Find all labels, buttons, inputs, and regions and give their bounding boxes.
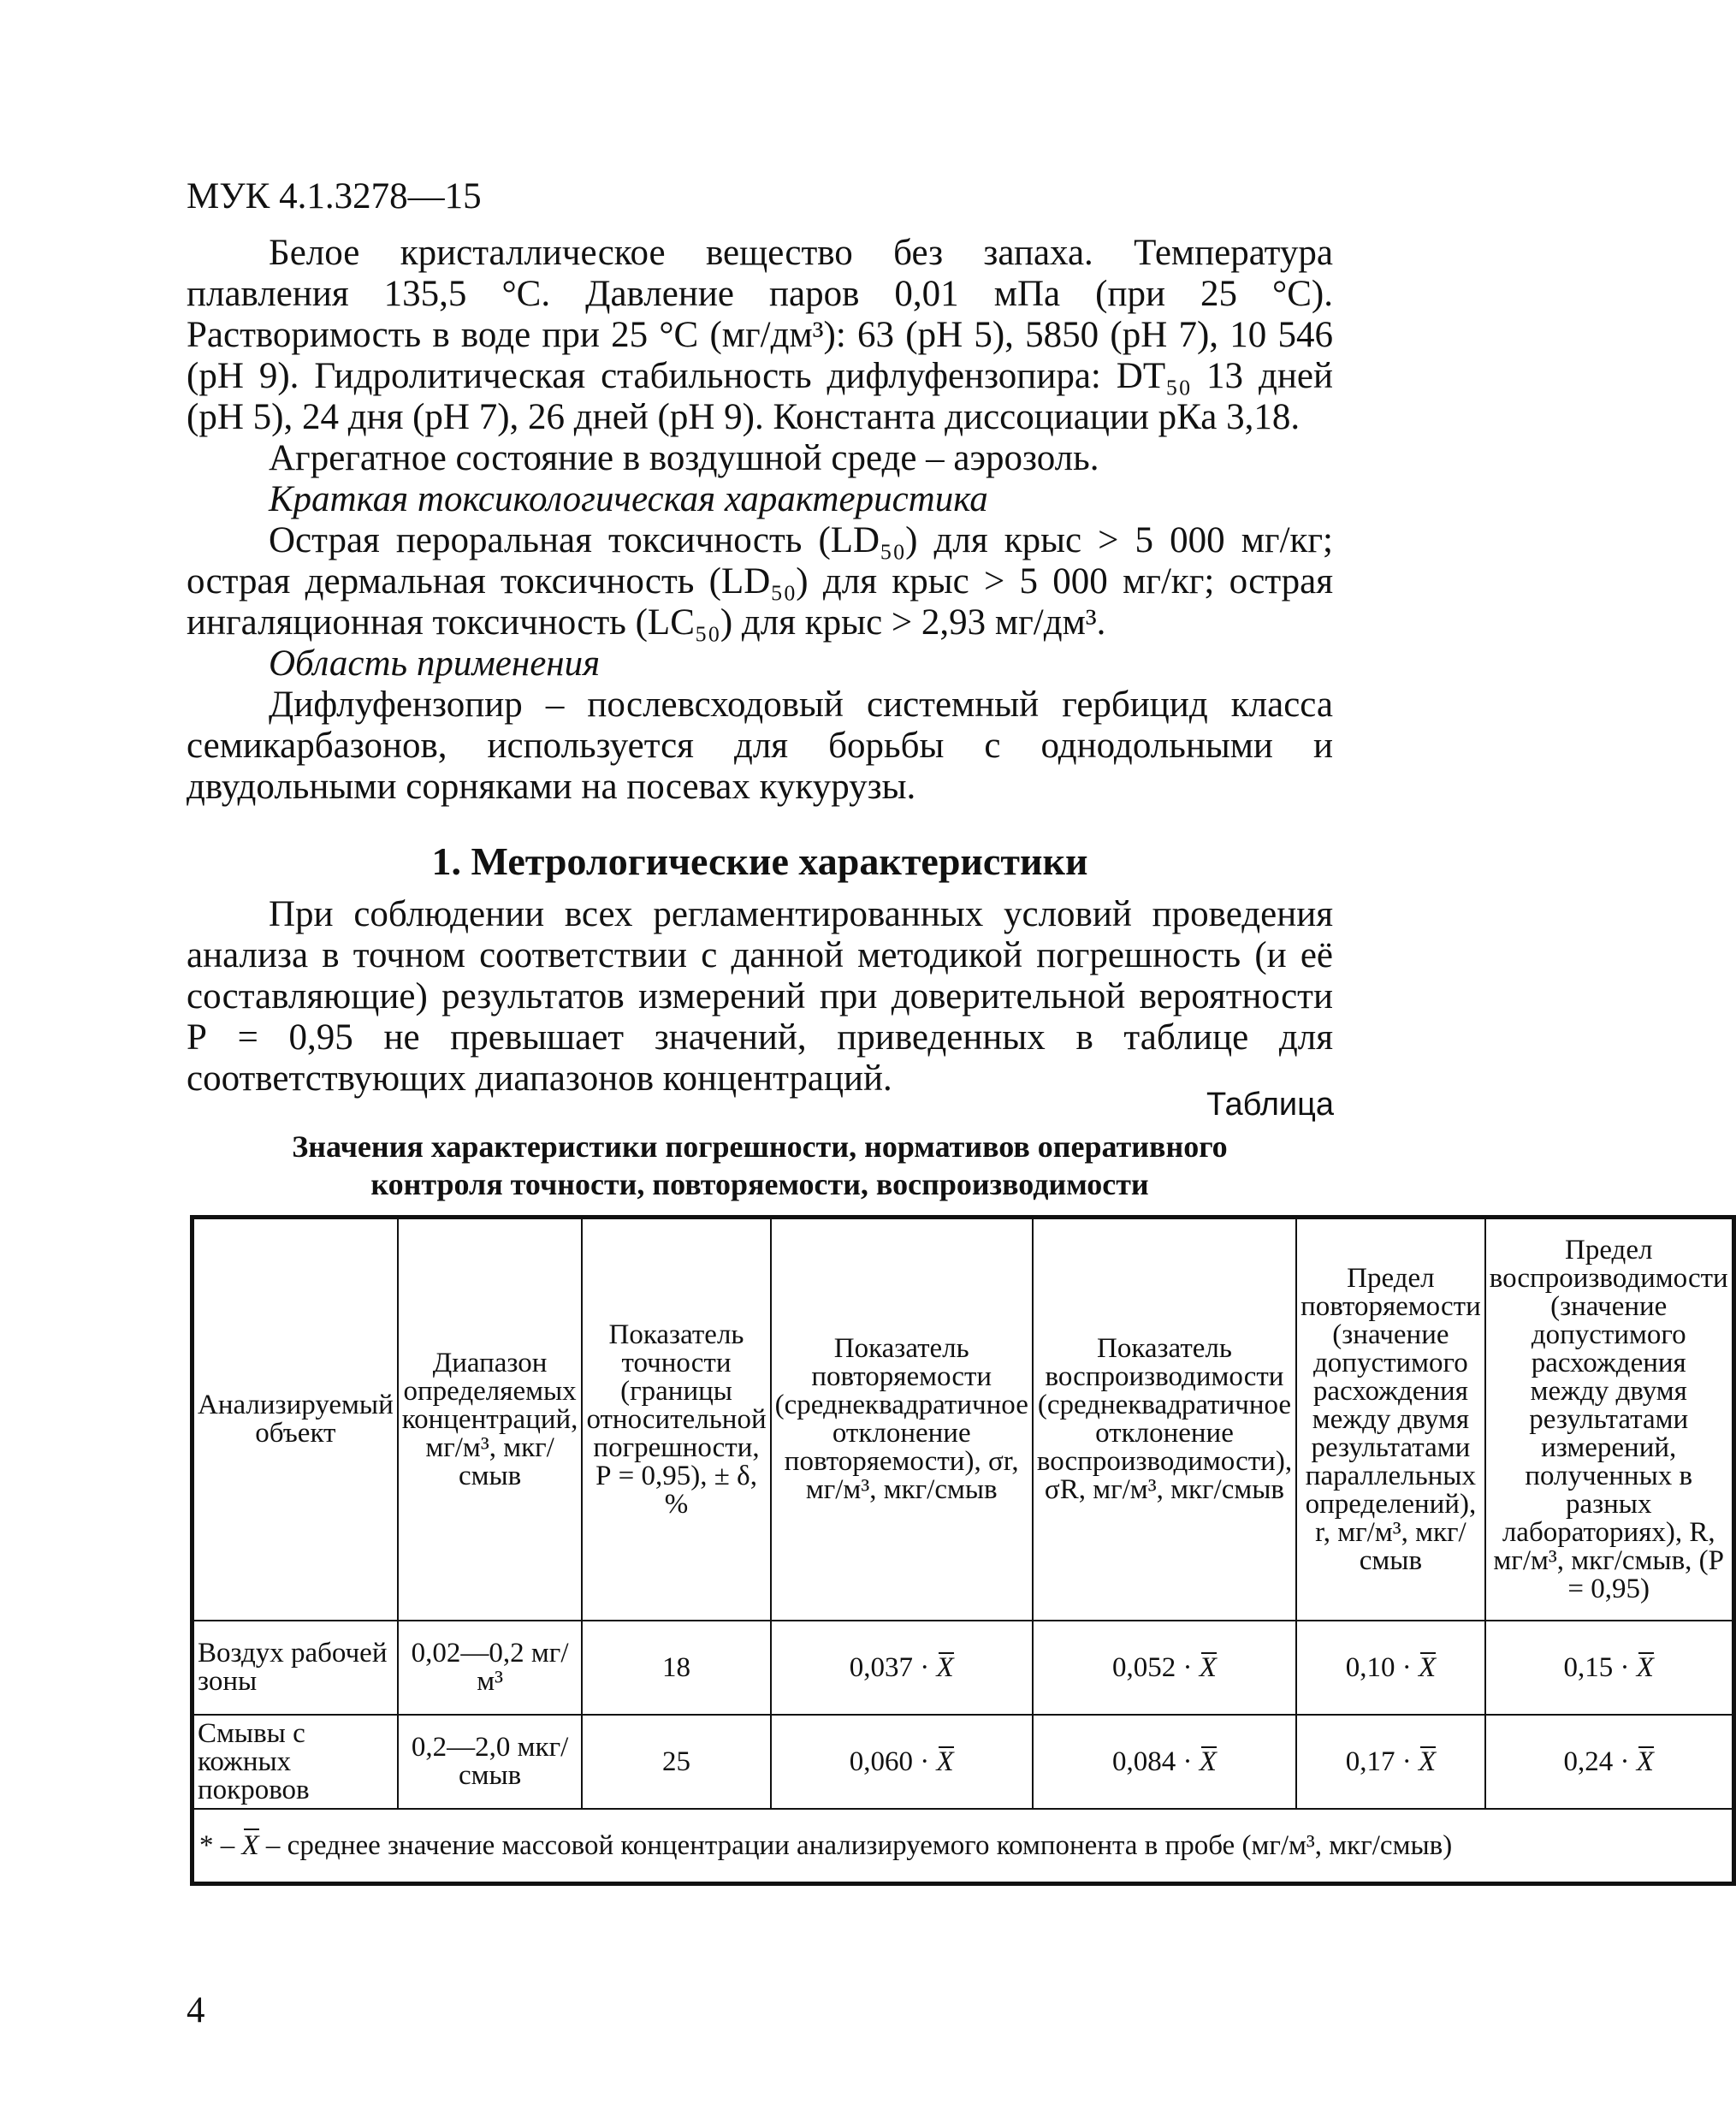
cell-sigma-r xyxy=(771,1621,1033,1715)
cell-sigma-R xyxy=(1033,1621,1296,1715)
footnote-text: – среднее значение массовой концентрации анализируемого компонента в пробе (мг/м³, мкг/смыв) xyxy=(265,1830,1453,1861)
intro-block xyxy=(187,233,1333,808)
cell-accuracy: 25 xyxy=(582,1715,770,1809)
toxicology-paragraph: Острая пероральная токсичность (LD₅₀) для крыс > 5 000 мг/кг; острая дермальная токсичность (LD₅₀) для крыс > 5 000 мг/кг; острая ингаляционная токсичность (LC₅₀) для крыс > 2,93 мг/дм³. xyxy=(187,520,1333,643)
header-object: Анализируемый объект xyxy=(193,1218,398,1621)
cell-sigma-R xyxy=(1033,1715,1296,1809)
mean-symbol: X xyxy=(936,1651,954,1683)
table-title-line-2: контроля точности, повторяемости, воспроизводимости xyxy=(370,1167,1149,1201)
coef: 0,084 · xyxy=(1112,1746,1193,1777)
metrology-table xyxy=(190,1215,1736,1886)
mean-symbol: X xyxy=(1636,1651,1654,1683)
table-label: Таблица xyxy=(1206,1087,1334,1123)
header-accuracy: Показатель точности (границы относительной погрешности, Р = 0,95), ± δ, % xyxy=(582,1218,770,1621)
coef: 0,10 · xyxy=(1345,1651,1412,1683)
header-repeatability-sigma: Показатель повторяемости (среднеквадратичное отклонение повторяемости), σr, мг/м³, мкг/смыв xyxy=(771,1218,1033,1621)
mean-symbol: X xyxy=(1418,1651,1437,1683)
table-title xyxy=(187,1128,1333,1203)
table-footnote xyxy=(193,1809,1734,1884)
table-row xyxy=(193,1715,1734,1809)
cell-r xyxy=(1296,1621,1485,1715)
cell-R xyxy=(1485,1621,1733,1715)
mean-symbol: X xyxy=(1636,1746,1654,1777)
toxicology-heading: Краткая токсикологическая характеристика xyxy=(269,479,988,519)
document-code: МУК 4.1.3278—15 xyxy=(187,176,482,216)
aggregate-state-paragraph: Агрегатное состояние в воздушной среде – аэрозоль. xyxy=(269,438,1099,478)
page-number: 4 xyxy=(187,1990,205,2030)
table-footnote-row xyxy=(193,1809,1734,1884)
table-header-row xyxy=(193,1218,1734,1621)
table-title-line-1: Значения характеристики погрешности, нормативов оперативного xyxy=(292,1129,1228,1164)
usage-paragraph: Дифлуфензопир – послевсходовый системный гербицид класса семикарбазонов, используется для борьбы с однодольными и двудольными сорняками на посевах кукурузы. xyxy=(187,685,1333,807)
coef: 0,037 · xyxy=(849,1651,930,1683)
cell-range: 0,2—2,0 мкг/смыв xyxy=(398,1715,583,1809)
section-title: 1. Метрологические характеристики xyxy=(431,839,1088,883)
cell-R xyxy=(1485,1715,1733,1809)
usage-heading: Область применения xyxy=(269,643,601,684)
coef: 0,052 · xyxy=(1112,1651,1193,1683)
properties-paragraph: Белое кристаллическое вещество без запаха. Температура плавления 135,5 °С. Давление паров 0,01 мПа (при 25 °С). Растворимость в воде при 25 °С (мг/дм³): 63 (рН 5), 5850 (рН 7), 10 546 (рН 9). Гидролитическая стабильность дифлуфензопира: DT₅₀ 13 дней (рН 5), 24 дня (рН 7), 26 дней (рН 9). Константа диссоциации рКа 3,18. xyxy=(187,233,1333,437)
section-body xyxy=(187,894,1333,1100)
header-reproducibility-sigma: Показатель воспроизводимости (среднеквадратичное отклонение воспроизводимости), σR, мг/м³, мкг/смыв xyxy=(1033,1218,1296,1621)
header-range: Диапазон определяемых концентраций, мг/м³, мкг/смыв xyxy=(398,1218,583,1621)
header-repeatability-limit: Предел повторяемости (значение допустимого расхождения между двумя результатами параллельных определений), r, мг/м³, мкг/смыв xyxy=(1296,1218,1485,1621)
cell-sigma-r xyxy=(771,1715,1033,1809)
footnote-prefix: * – xyxy=(199,1830,235,1861)
mean-symbol: X xyxy=(1418,1746,1437,1777)
mean-symbol: X xyxy=(1199,1651,1217,1683)
coef: 0,17 · xyxy=(1345,1746,1412,1777)
cell-object: Смывы с кожных покровов xyxy=(193,1715,398,1809)
cell-accuracy: 18 xyxy=(582,1621,770,1715)
mean-symbol: X xyxy=(936,1746,954,1777)
cell-r xyxy=(1296,1715,1485,1809)
cell-object: Воздух рабочей зоны xyxy=(193,1621,398,1715)
coef: 0,060 · xyxy=(849,1746,930,1777)
mean-symbol: X xyxy=(1199,1746,1217,1777)
coef: 0,15 · xyxy=(1563,1651,1630,1683)
cell-range: 0,02—0,2 мг/м³ xyxy=(398,1621,583,1715)
metrology-paragraph: При соблюдении всех регламентированных условий проведения анализа в точном соответствии с данной методикой погрешность (и её составляющие) результатов измерений при доверительной вероятности Р = 0,95 не превышает значений, приведенных в таблице для соответствующих диапазонов концентраций. xyxy=(187,894,1333,1099)
table-row xyxy=(193,1621,1734,1715)
header-reproducibility-limit: Предел воспроизводимости (значение допустимого расхождения между двумя результатами измерений, полученных в разных лабораториях), R, мг/м³, мкг/смыв, (Р = 0,95) xyxy=(1485,1218,1733,1621)
mean-symbol: X xyxy=(241,1830,259,1861)
coef: 0,24 · xyxy=(1563,1746,1630,1777)
